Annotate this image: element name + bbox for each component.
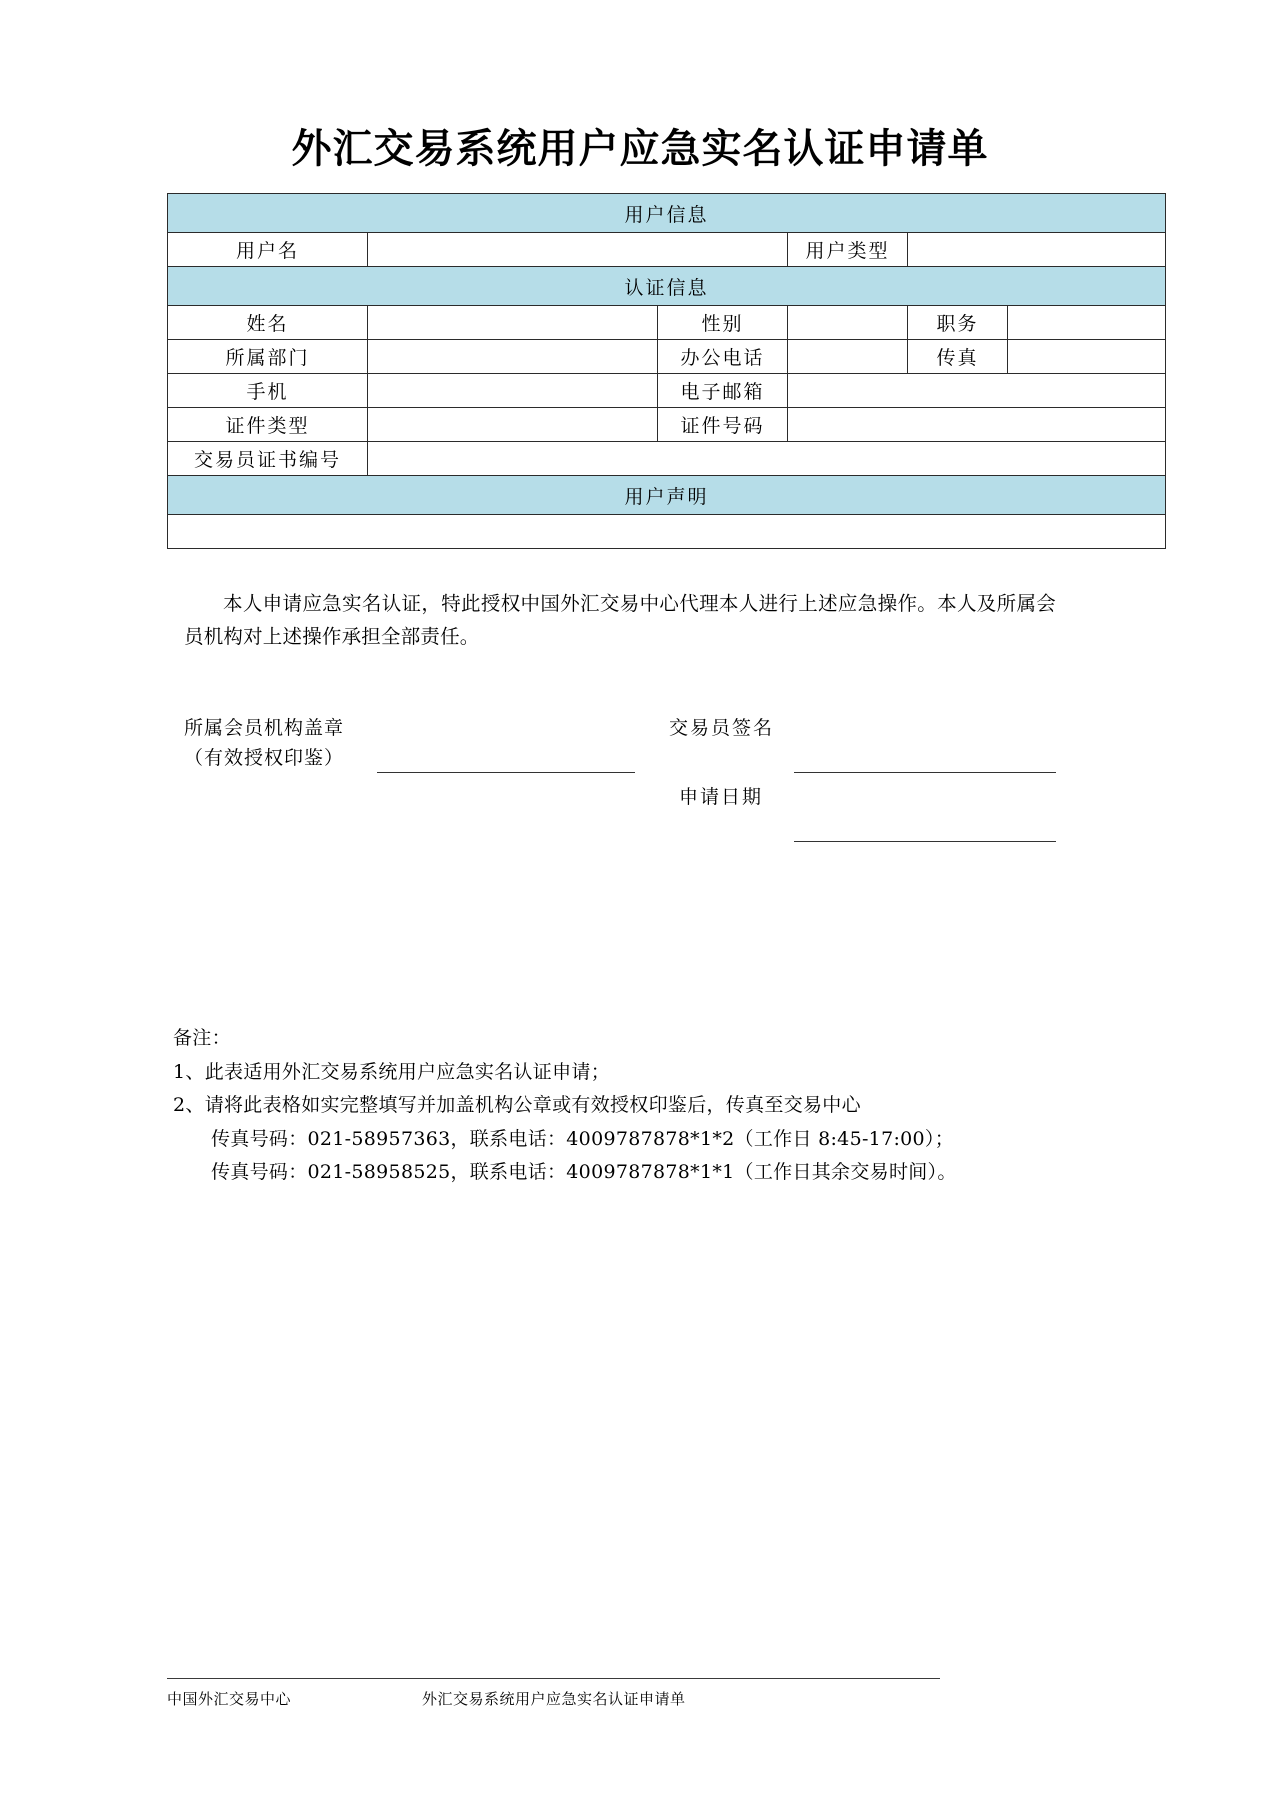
input-mobile[interactable] bbox=[368, 374, 658, 408]
input-position[interactable] bbox=[1008, 306, 1166, 340]
footer-divider bbox=[167, 1678, 940, 1679]
input-id-number[interactable] bbox=[788, 408, 1166, 442]
trader-signature-label: 交易员签名 bbox=[669, 717, 775, 739]
table-row-department-phone-fax bbox=[168, 340, 1166, 374]
label-user-type: 用户类型 bbox=[788, 233, 908, 267]
label-name: 姓名 bbox=[168, 306, 368, 340]
label-username: 用户名 bbox=[168, 233, 368, 267]
input-gender[interactable] bbox=[788, 306, 908, 340]
declaration-inner bbox=[172, 515, 1161, 808]
label-fax: 传真 bbox=[908, 340, 1008, 374]
table-row-mobile-email bbox=[168, 374, 1166, 408]
label-trader-cert-no: 交易员证书编号 bbox=[168, 442, 368, 476]
input-user-type[interactable] bbox=[908, 233, 1166, 267]
input-email[interactable] bbox=[788, 374, 1166, 408]
input-department[interactable] bbox=[368, 340, 658, 374]
trader-signature-line[interactable] bbox=[794, 772, 1056, 773]
notes-heading: 备注： bbox=[173, 1027, 231, 1049]
table-row-id-type-number bbox=[168, 408, 1166, 442]
member-stamp-label bbox=[184, 713, 344, 773]
input-username[interactable] bbox=[368, 233, 788, 267]
label-position: 职务 bbox=[908, 306, 1008, 340]
section-header-auth-info-label: 认证信息 bbox=[168, 267, 1166, 306]
table-row-name-gender-position bbox=[168, 306, 1166, 340]
section-header-declaration bbox=[168, 476, 1166, 515]
label-id-number: 证件号码 bbox=[658, 408, 788, 442]
section-header-declaration-label: 用户声明 bbox=[168, 476, 1166, 515]
declaration-cell bbox=[168, 515, 1166, 808]
notes-item-2-fax-line-2: 传真号码：021-58958525，联系电话：4009787878*1*1（工作日其余交易时间）。 bbox=[211, 1161, 957, 1183]
label-id-type: 证件类型 bbox=[168, 408, 368, 442]
footer-organization: 中国外汇交易中心 bbox=[167, 1690, 292, 1708]
table-row-declaration-body bbox=[168, 515, 1166, 549]
label-email: 电子邮箱 bbox=[658, 374, 788, 408]
member-stamp-label-line1: 所属会员机构盖章 bbox=[184, 717, 345, 739]
declaration-paragraph: 本人申请应急实名认证，特此授权中国外汇交易中心代理本人进行上述应急操作。本人及所属会员机构对上述操作承担全部责任。 bbox=[184, 592, 1056, 648]
table-row-username bbox=[168, 233, 1166, 267]
footer-document-name: 外汇交易系统用户应急实名认证申请单 bbox=[422, 1690, 686, 1708]
input-office-phone[interactable] bbox=[788, 340, 908, 374]
input-name[interactable] bbox=[368, 306, 658, 340]
application-date-label: 申请日期 bbox=[679, 786, 764, 808]
application-form-table bbox=[167, 193, 1166, 808]
notes-section bbox=[173, 1022, 1093, 1190]
label-mobile: 手机 bbox=[168, 374, 368, 408]
input-fax[interactable] bbox=[1008, 340, 1166, 374]
notes-item-2: 2、请将此表格如实完整填写并加盖机构公章或有效授权印鉴后，传真至交易中心 bbox=[173, 1094, 861, 1116]
section-header-user-info-label: 用户信息 bbox=[168, 194, 1166, 233]
notes-item-1: 1、此表适用外汇交易系统用户应急实名认证申请； bbox=[173, 1060, 610, 1083]
input-id-type[interactable] bbox=[368, 408, 658, 442]
section-header-user-info bbox=[168, 194, 1166, 233]
section-header-auth-info bbox=[168, 267, 1166, 306]
application-date-line[interactable] bbox=[794, 841, 1056, 842]
label-office-phone: 办公电话 bbox=[658, 340, 788, 374]
label-department: 所属部门 bbox=[168, 340, 368, 374]
member-stamp-signature-line[interactable] bbox=[377, 772, 635, 773]
page-title: 外汇交易系统用户应急实名认证申请单 bbox=[291, 126, 989, 172]
input-trader-cert-no[interactable] bbox=[368, 442, 1166, 476]
table-row-trader-cert bbox=[168, 442, 1166, 476]
notes-item-2-fax-line-1: 传真号码：021-58957363，联系电话：4009787878*1*2（工作日 8:45-17:00）； bbox=[211, 1127, 955, 1150]
label-gender: 性别 bbox=[658, 306, 788, 340]
member-stamp-label-line2: （有效授权印鉴） bbox=[184, 747, 345, 769]
